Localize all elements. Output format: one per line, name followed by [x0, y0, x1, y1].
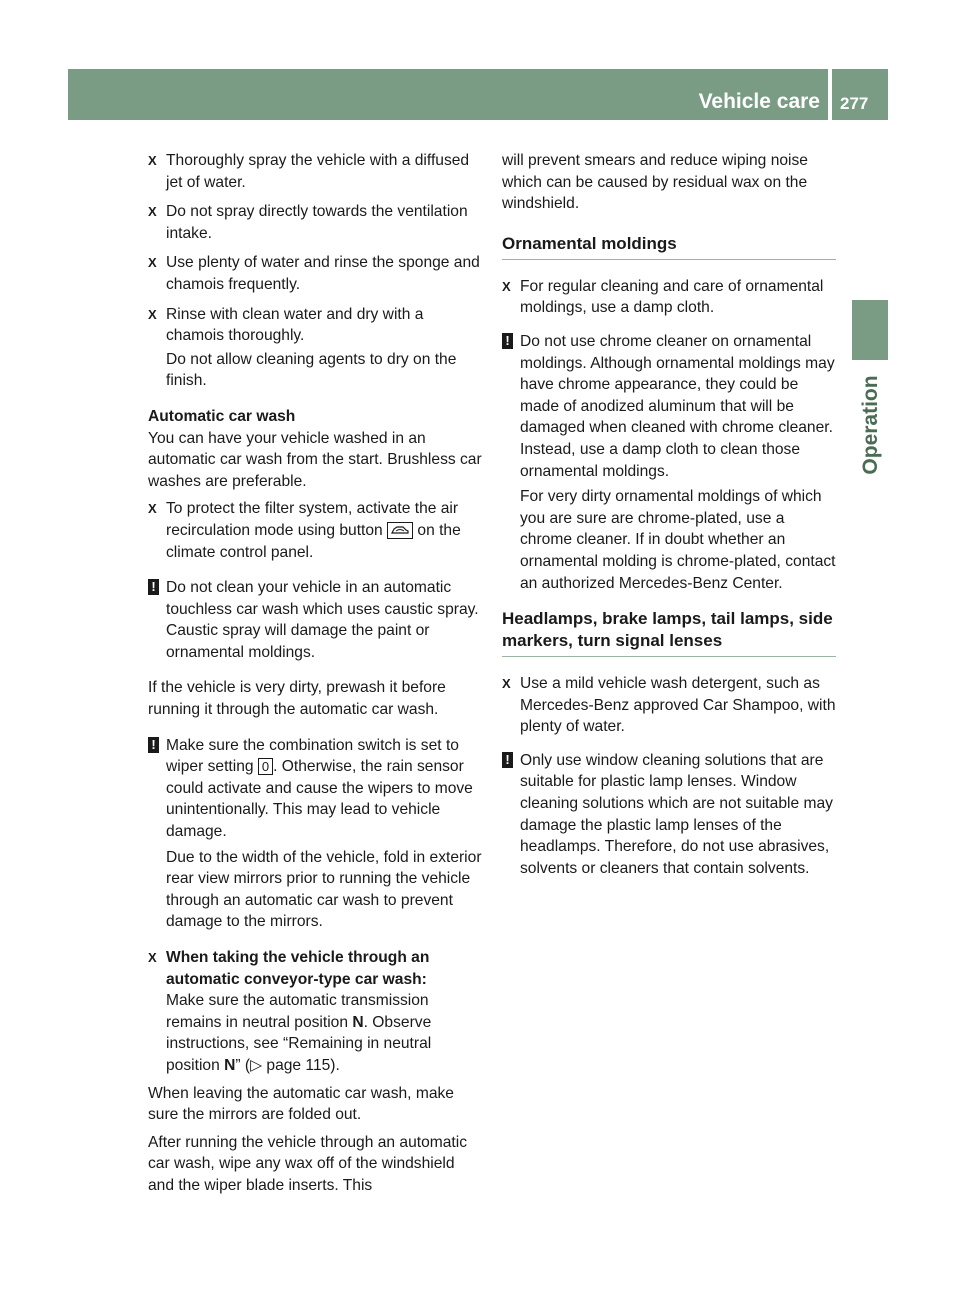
conveyor-heading: When taking the vehicle through an automatic conveyor-type car wash: — [166, 949, 430, 988]
list-item: X Use a mild vehicle wash detergent, such as Mercedes-Benz approved Car Shampoo, with plenty of water. — [502, 675, 836, 736]
warning-note-extra: Due to the width of the vehicle, fold in exterior rear view mirrors prior to running the vehicle through an automatic car wash to prevent damage to the mirrors. — [166, 848, 482, 931]
warning-note: ! Make sure the combination switch is set to wiper setting 0 . Otherwise, the rain sensor could activate and cause the wipers to move unintentionally. This may lead to vehicle damage. — [148, 735, 482, 843]
bullet-icon: X — [148, 501, 157, 517]
bullet-icon: X — [148, 255, 157, 271]
page-reference: ” (▷ page 115). — [235, 1056, 340, 1074]
bullet-icon: X — [148, 950, 157, 965]
continued-text: will prevent smears and reduce wiping noise which can be caused by residual wax on the windshield. — [502, 152, 808, 213]
page-number-box — [832, 69, 888, 120]
car-recirculation-icon — [387, 522, 413, 539]
list-item: X Do not spray directly towards the ventilation intake. — [148, 203, 468, 242]
list-item: X Use plenty of water and rinse the sponge and chamois frequently. — [148, 254, 480, 293]
side-tab-marker — [852, 300, 888, 360]
warning-icon: ! — [502, 752, 513, 768]
bullet-icon: X — [148, 204, 157, 220]
warning-note: ! Do not use chrome cleaner on ornamental moldings. Although ornamental moldings may have chrome appearance, they could be made of anodized aluminum that will be damaged when cleaned with chrome cleaner. Instead, use a damp cloth to clean those ornamental moldings. — [502, 331, 836, 482]
side-tab — [853, 360, 889, 490]
warning-note-extra: For very dirty ornamental moldings of which you are sure are chrome-plated, use a chrome cleaner. If in doubt whether an ornamental molding is chrome-plated, contact an authorized Mercedes-Benz Center. — [520, 488, 836, 592]
list-item: X Thoroughly spray the vehicle with a diffused jet of water. — [148, 152, 470, 191]
warning-note: ! Do not clean your vehicle in an automatic touchless car wash which uses caustic spray. Caustic spray will damage the paint or ornamental moldings. — [148, 577, 482, 663]
wiper-setting-icon: 0 — [258, 758, 273, 775]
prewash-text: If the vehicle is very dirty, prewash it before running it through the automatic car wash. — [148, 679, 446, 719]
bullet-note: Do not allow cleaning agents to dry on the finish. — [166, 350, 457, 390]
automatic-car-wash-text: You can have your vehicle washed in an automatic car wash from the start. Brushless car washes are preferable. — [148, 429, 482, 490]
bullet-icon: X — [502, 676, 511, 692]
list-item: X Rinse with clean water and dry with a chamois thoroughly. — [148, 305, 424, 345]
warning-icon: ! — [148, 737, 159, 753]
lamps-heading: Headlamps, brake lamps, tail lamps, side markers, turn signal lenses — [502, 608, 836, 657]
side-tab-label: Operation — [859, 375, 882, 475]
left-column — [148, 150, 482, 1211]
page-section-title: Vehicle care — [698, 90, 820, 113]
warning-icon: ! — [148, 579, 159, 595]
bullet-icon: X — [148, 153, 157, 168]
right-column — [502, 150, 836, 893]
list-item: X When taking the vehicle through an automatic conveyor-type car wash: Make sure the automatic transmission remains in neutral position N. Observe instructions, see “Remaining in neutral position N” (▷ page 115). — [148, 949, 432, 1074]
list-item: X For regular cleaning and care of ornamental moldings, use a damp cloth. — [502, 277, 824, 317]
ornamental-moldings-heading: Ornamental moldings — [502, 233, 836, 260]
warning-icon: ! — [502, 333, 513, 349]
bullet-icon: X — [148, 306, 157, 322]
bullet-icon: X — [502, 278, 511, 294]
leaving-text: When leaving the automatic car wash, make sure the mirrors are folded out. — [148, 1084, 454, 1124]
list-item: X To protect the filter system, activate the air recirculation mode using button on the climate control panel. — [148, 500, 461, 561]
header-title-box — [680, 69, 828, 120]
after-text: After running the vehicle through an automatic car wash, wipe any wax off of the windshield and the wiper blade inserts. This — [148, 1133, 468, 1194]
automatic-car-wash-heading: Automatic car wash — [148, 407, 296, 425]
page-number: 277 — [840, 94, 869, 113]
warning-note: ! Only use window cleaning solutions that are suitable for plastic lamp lenses. Window cleaning solutions which are not suitable may damage the plastic lamp lenses of the headlamps. Therefore, do not use abrasives, solvents or cleaners that contain solvents. — [502, 750, 836, 880]
